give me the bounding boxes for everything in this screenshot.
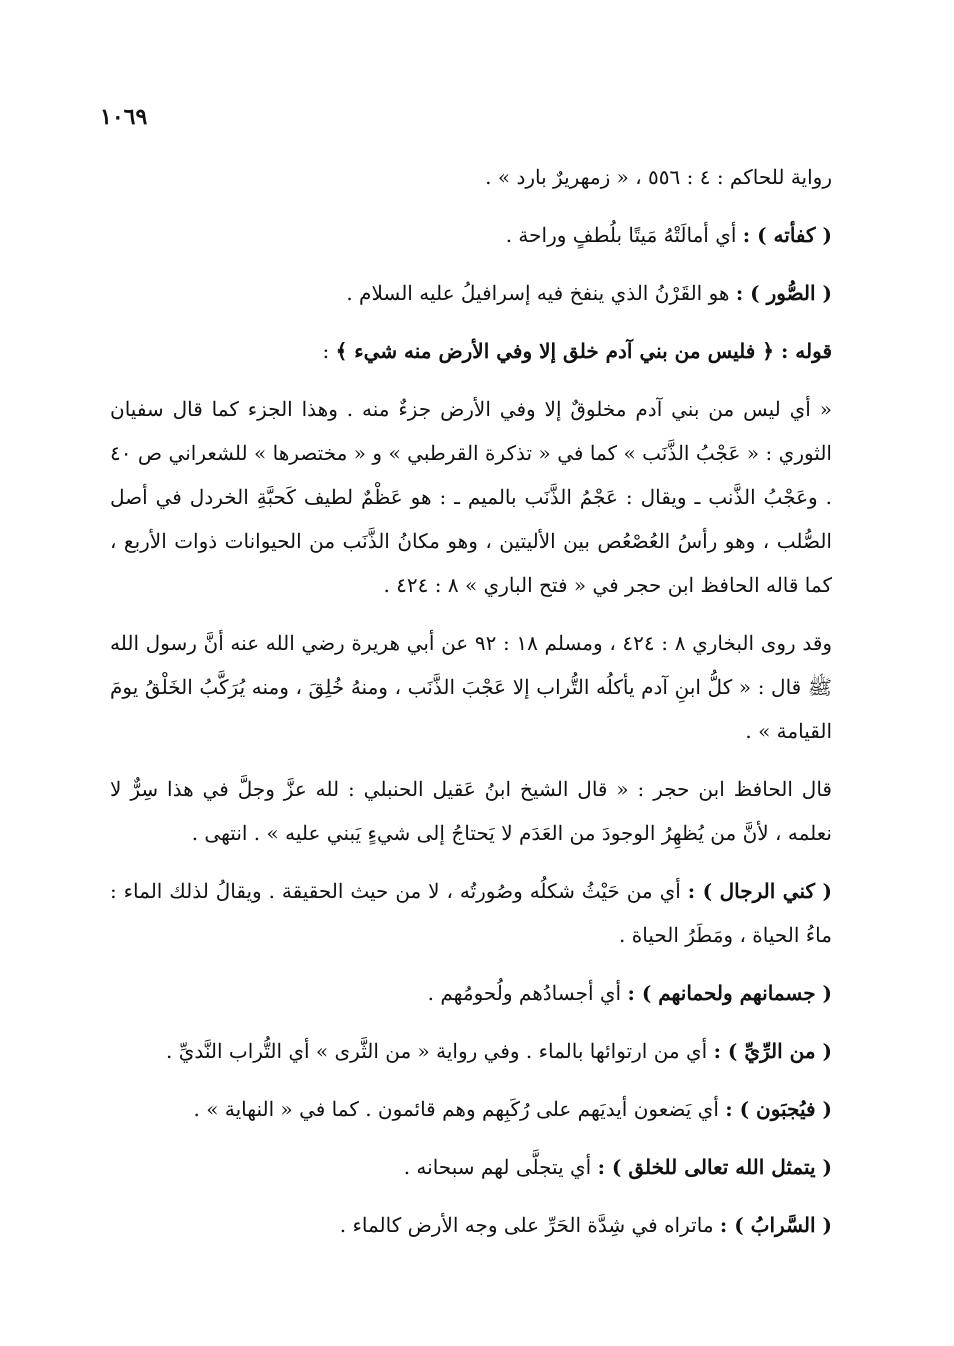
page-body xyxy=(110,155,832,1251)
text-line-2 xyxy=(110,213,832,261)
text-line-5 xyxy=(110,971,832,1019)
line-9-term: ( السَّرابُ ) : xyxy=(719,1213,832,1237)
text-line-3 xyxy=(110,271,832,319)
line-2-term: ( كفأته ) : xyxy=(742,223,832,247)
line-7-text: أي يَضعون أيديَهم على رُكَبِهم وهم قائمون . كما في « النهاية » . xyxy=(193,1097,726,1121)
line-4-text: : xyxy=(322,339,336,363)
paragraph-3: قال الحافظ ابن حجر : « قال الشيخ ابنُ عَقيل الحنبلي : لله عزَّ وجلَّ في هذا سِرٌّ لا نعلمه ، لأنَّ من يُظهِرُ الوجودَ من العَدَم لا يَحتاجُ إلى شيءٍ يَبني عليه » . انتهى . xyxy=(110,777,832,845)
text-line-8 xyxy=(110,1145,832,1193)
text-line-7 xyxy=(110,1087,832,1135)
text-line-6 xyxy=(110,1029,832,1077)
line-6-term: ( من الرِّيِّ ) : xyxy=(713,1039,832,1063)
line-8-term: ( يتمثل الله تعالى للخلق ) : xyxy=(597,1155,832,1179)
line-3-text: هو القَرْنُ الذي ينفخ فيه إسرافيلُ عليه السلام . xyxy=(346,281,736,305)
paragraph-4: ( كني الرجال ) : أي من حَيْثُ شكلُه وصُورتُه ، لا من حيث الحقيقة . ويقالُ لذلك الماء : ماءُ الحياة ، ومَطَرُ الحياة . xyxy=(110,879,832,947)
line-9-text: ماتراه في شِدَّة الحَرِّ على وجه الأرض كالماء . xyxy=(339,1213,720,1237)
text-line-9 xyxy=(110,1203,832,1251)
line-7-term: ( فيُجبَون ) : xyxy=(725,1097,832,1121)
paragraph-2: وقد روى البخاري ٨ : ٤٢٤ ، ومسلم ١٨ : ٩٢ عن أبي هريرة رضي الله عنه أنَّ رسول الله ﷺ قال : « كلُّ ابنِ آدم يأكلُه التُّراب إلا عَجْبَ الذَّنَب ، ومنهُ خُلِقَ ، ومنه يُرَكَّبُ الخَلْقُ يومَ القيامة » . xyxy=(110,631,833,743)
line-6-text: أي من ارتوائها بالماء . وفي رواية « من الثَّرى » أي التُّراب النَّديِّ . xyxy=(165,1039,714,1063)
page-number: ١٠٦٩ xyxy=(100,104,148,130)
text-line-4 xyxy=(110,329,832,377)
line-5-term: ( جسمانهم ولحمانهم ) : xyxy=(627,981,832,1005)
line-3-term: ( الصُّور ) : xyxy=(735,281,832,305)
text-line-1 xyxy=(110,155,832,203)
paragraph-1: « أي ليس من بني آدم مخلوقٌ إلا وفي الأرض جزءٌ منه . وهذا الجزء كما قال سفيان الثوري : « عَجْبُ الذَّنَب » كما في « تذكرة القرطبي » و « مختصرها » للشعراني ص ٤٠ . وعَجْبُ الذَّنب ـ ويقال : عَجْمُ الذَّنَب بالميم ـ : هو عَظْمٌ لطيف كَحبَّةِ الخردل في أصل الصُّلب ، وهو رأسُ العُصْعُص بين الأليتين ، وهو مكانُ الذَّنَب من الحيوانات ذوات الأربع ، كما قاله الحافظ ابن حجر في « فتح الباري » ٨ : ٤٢٤ . xyxy=(110,397,832,597)
line-1-text: رواية للحاكم : ٤ : ٥٥٦ ، « زمهريرٌ بارد » . xyxy=(485,165,832,189)
line-5-text: أي أجسادُهم ولُحومُهم . xyxy=(427,981,628,1005)
line-8-text: أي يتجلَّى لهم سبحانه . xyxy=(403,1155,598,1179)
line-4-term: قوله : ﴿ فليس من بني آدم خلق إلا وفي الأرض منه شيء ﴾ xyxy=(335,339,832,363)
line-2-text: أي أمالَتْهُ مَيتًا بلُطفٍ وراحة . xyxy=(505,223,743,247)
paragraph-4-term: ( كني الرجال ) : xyxy=(687,879,832,903)
